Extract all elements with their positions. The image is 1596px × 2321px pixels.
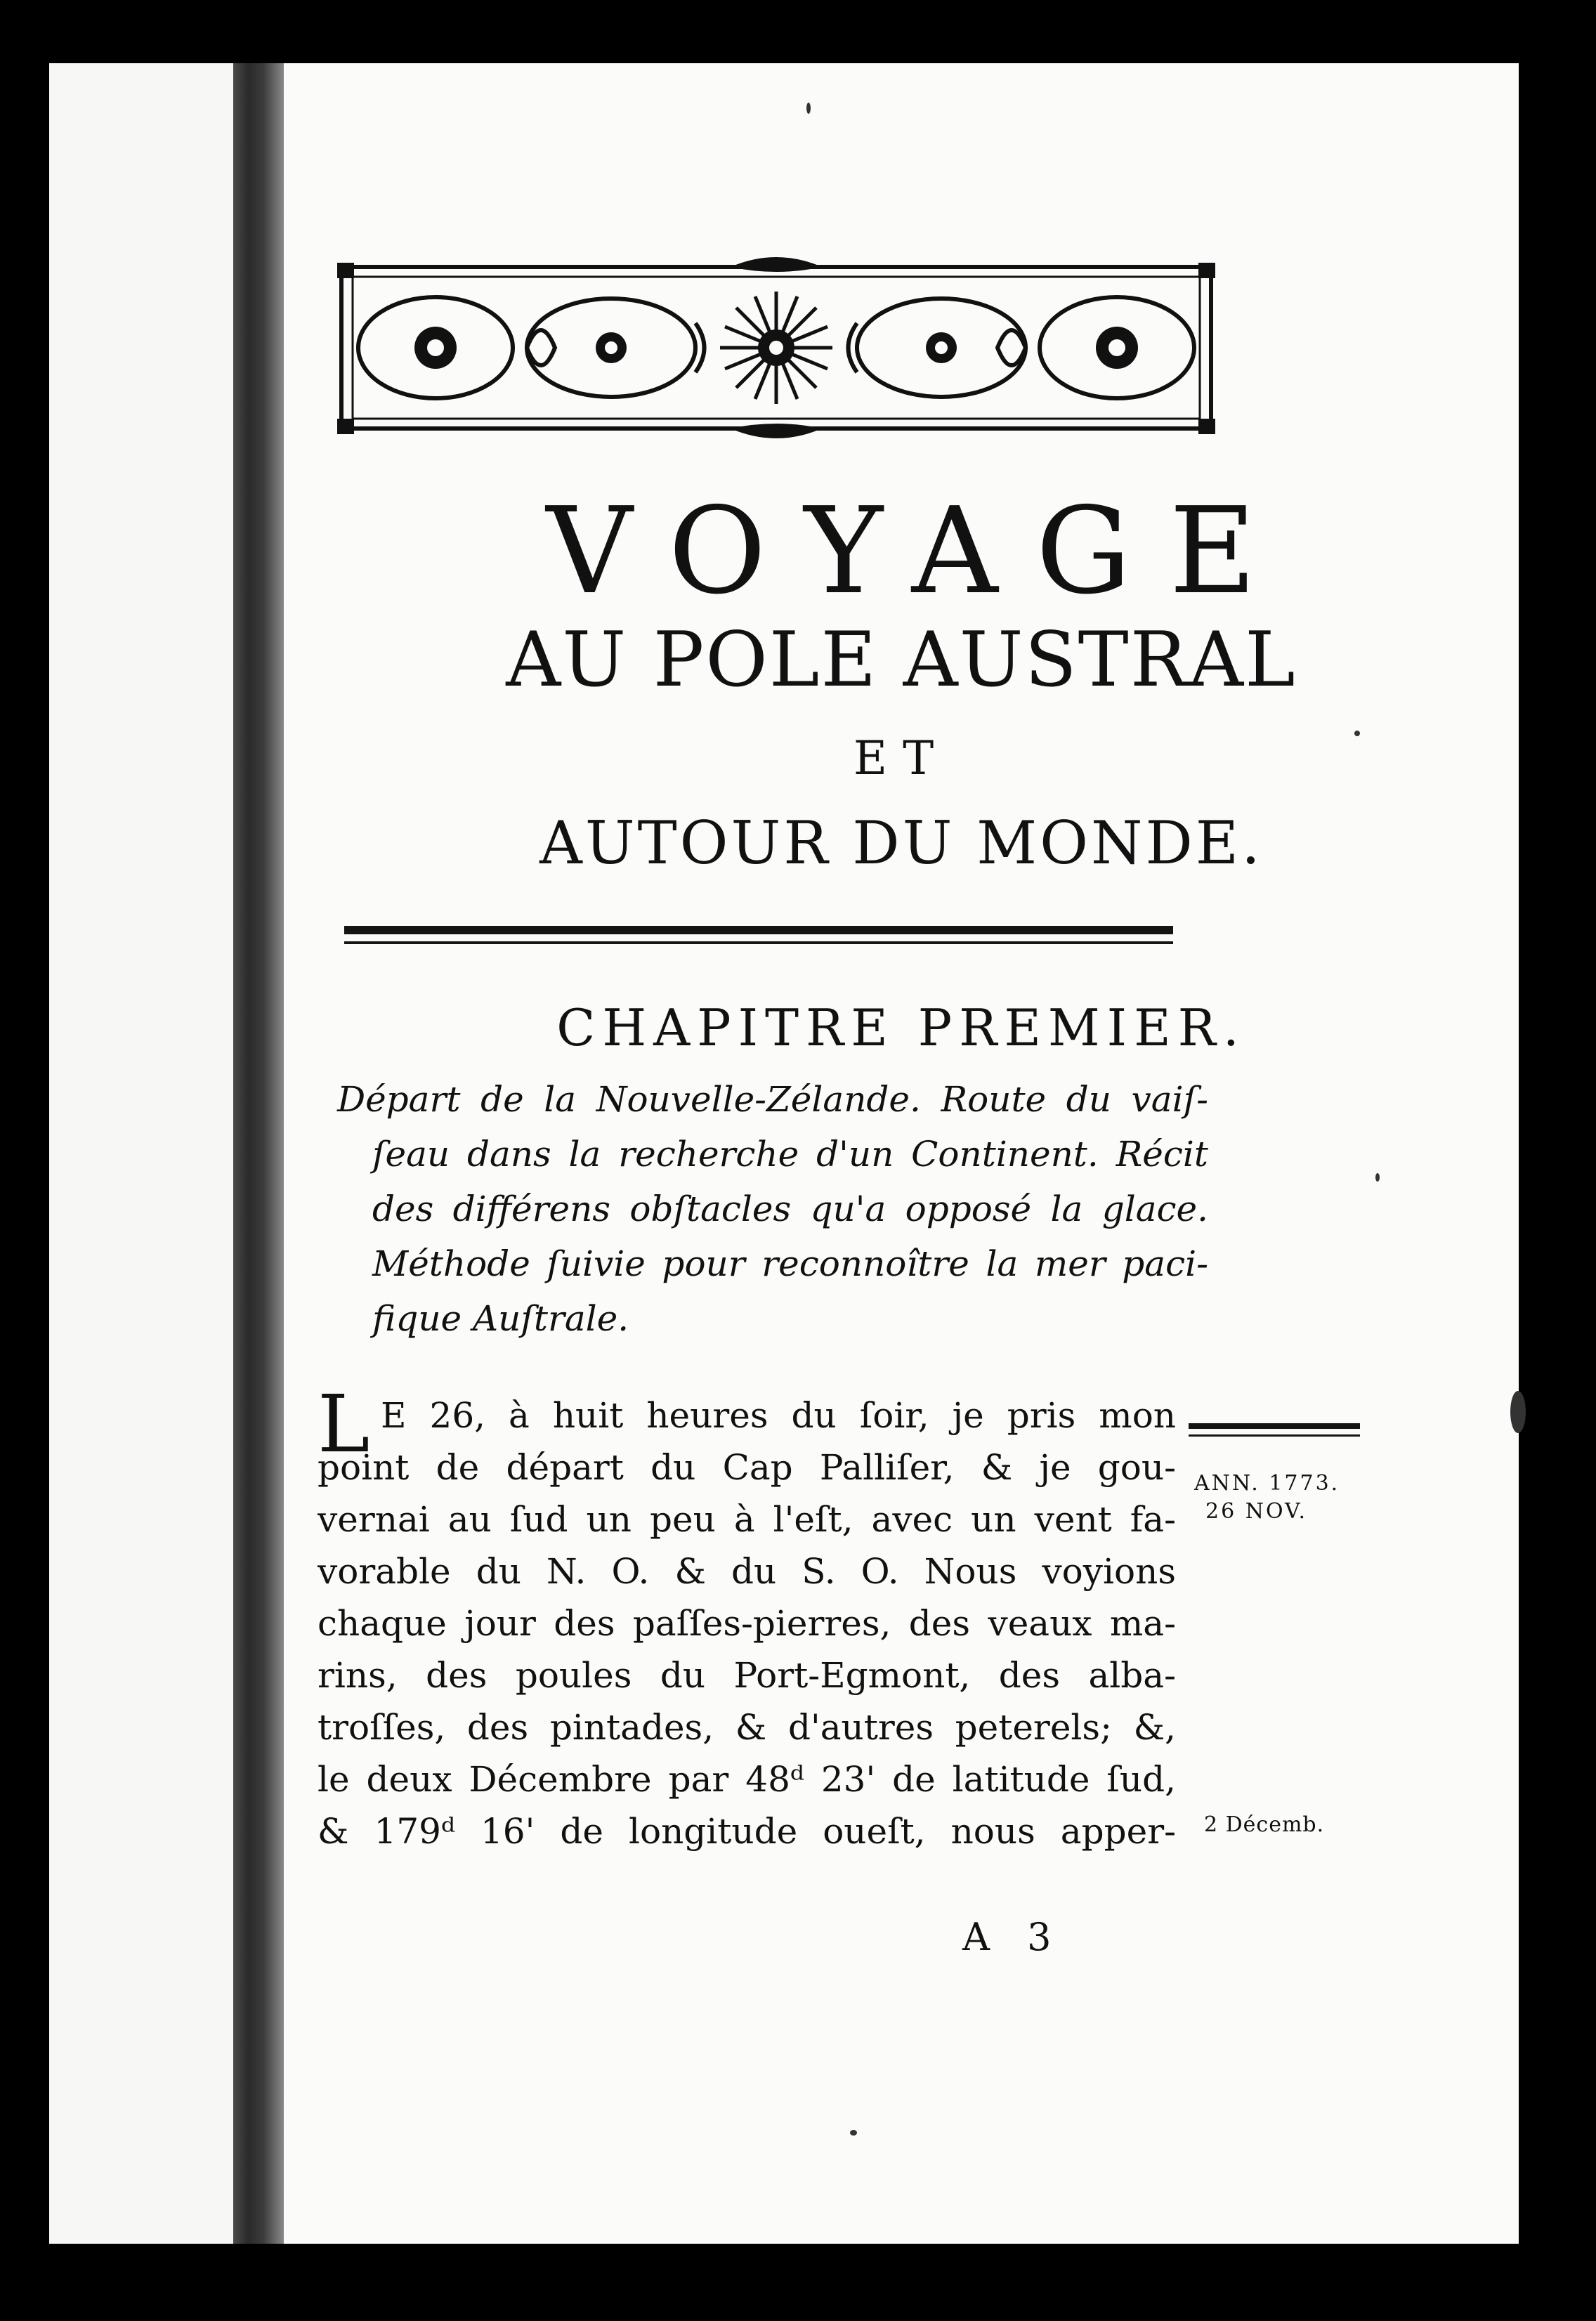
- body-line: point de départ du Cap Palliſer, & je gou-: [318, 1447, 1176, 1488]
- body-line: chaque jour des paſſes-pierres, des veaux ma-: [318, 1603, 1176, 1644]
- facing-page-edge: [49, 63, 233, 2244]
- title-voyage: VOYAGE: [546, 482, 1295, 621]
- margin-rule-thin: [1189, 1434, 1360, 1437]
- summary-line: des différens obſtacles qu'a opposé la glace.: [372, 1189, 1208, 1229]
- scan-border-top: [0, 0, 1596, 63]
- body-line: E 26, à huit heures du ſoir, je pris mon: [381, 1395, 1176, 1436]
- chapter-heading: CHAPITRE PREMIER.: [556, 998, 1246, 1057]
- body-line: troſſes, des pintades, & d'autres peterels; &,: [318, 1707, 1176, 1748]
- margin-note-year: ANN. 1773.: [1194, 1471, 1340, 1496]
- margin-rule-thick: [1189, 1423, 1360, 1429]
- book-gutter: [233, 63, 284, 2244]
- summary-line: ſeau dans la recherche d'un Continent. Récit: [372, 1134, 1208, 1175]
- summary-line: Méthode ſuivie pour reconnoître la mer paci-: [372, 1243, 1208, 1284]
- signature-mark: A 3: [962, 1915, 1064, 1959]
- scan-speck: [1510, 1391, 1526, 1433]
- scan-speck: [806, 103, 811, 114]
- scan-speck: [1375, 1173, 1380, 1182]
- title-et: ET: [853, 731, 950, 785]
- title-rule-thick: [344, 926, 1173, 934]
- body-line: vernai au ſud un peu à l'eſt, avec un vent fa-: [318, 1499, 1176, 1540]
- scan-speck: [850, 2130, 857, 2136]
- title-rule-thin: [344, 941, 1173, 944]
- scan-speck: [1354, 731, 1360, 736]
- body-line: rins, des poules du Port-Egmont, des alba-: [318, 1655, 1176, 1696]
- summary-line: fique Auſtrale.: [372, 1298, 629, 1339]
- scan-border-bottom: [0, 2244, 1596, 2321]
- body-line: le deux Décembre par 48ᵈ 23' de latitude ſud,: [318, 1759, 1176, 1800]
- title-autour-du-monde: AUTOUR DU MONDE.: [539, 809, 1263, 877]
- body-line: vorable du N. O. & du S. O. Nous voyions: [318, 1551, 1176, 1592]
- scan-border-left: [0, 0, 49, 2321]
- ornamental-headpiece: [337, 253, 1215, 450]
- title-au-pole-austral: AU POLE AUSTRAL: [506, 616, 1297, 704]
- body-line: & 179ᵈ 16' de longitude oueſt, nous apper-: [318, 1811, 1176, 1852]
- summary-line: Départ de la Nouvelle-Zélande. Route du vaiſ-: [337, 1079, 1208, 1120]
- margin-note-date: 26 NOV.: [1205, 1499, 1307, 1524]
- margin-note-december: 2 Décemb.: [1204, 1812, 1325, 1837]
- scan-border-right: [1519, 0, 1596, 2321]
- drop-cap: L: [318, 1379, 370, 1470]
